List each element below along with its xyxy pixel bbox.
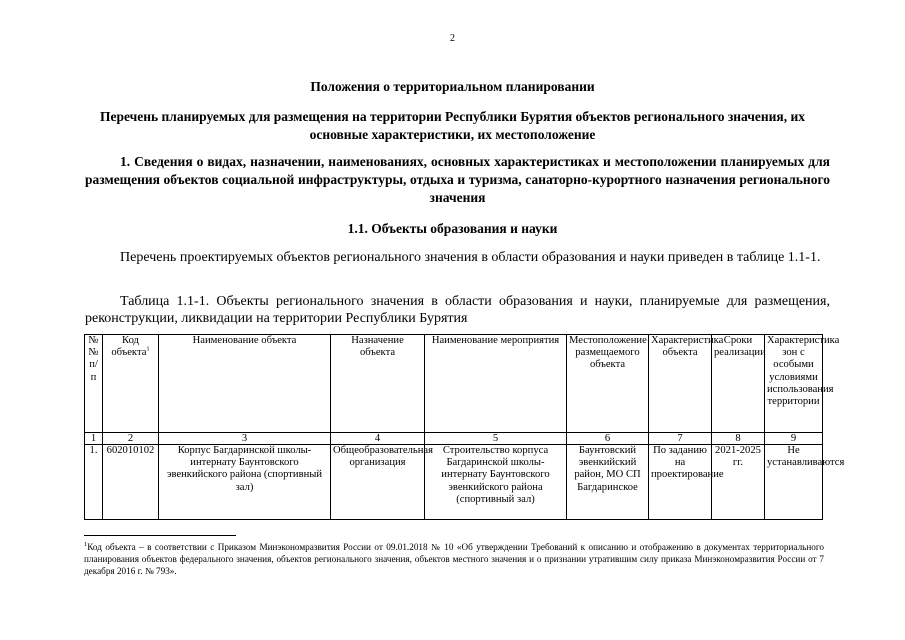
column-number-row (85, 433, 823, 445)
column-number: 1 (85, 433, 103, 445)
cell-characteristic: По заданию на проектирование (649, 445, 712, 520)
header-cell-code: Код объекта$^1$ (103, 335, 159, 433)
header-cell-characteristic: Характеристика объекта (649, 335, 712, 433)
header-cell-name: Наименование объекта (159, 335, 331, 433)
footnote-mark: 1 (84, 540, 88, 548)
column-number: 2 (103, 433, 159, 445)
heading-subsection: 1.1. Объекты образования и науки (347, 221, 558, 236)
column-number: 9 (765, 433, 823, 445)
column-number: 7 (649, 433, 712, 445)
heading-section: 1. Сведения о видах, назначении, наименованиях, основных характеристиках и местоположении планируемых для размещения объектов социальной инфраструктуры, отдыха и туризма, санаторно-курортного назначения регионального значения (85, 154, 830, 205)
footnote-text: Код объекта – в соответствии с Приказом Минэкономразвития России от 09.01.2018 № 10 «Об утверждении Требований к описанию и отображению в документах территориального планирования объектов федерального значения, объектов регионального значения, объектов местного значения и о признании утратившим силу приказа Минэкономразвития России от 7 декабря 2016 г. № 793». (84, 542, 824, 576)
column-number: 4 (331, 433, 425, 445)
column-number: 8 (712, 433, 765, 445)
heading-main: Положения о территориальном планировании (310, 79, 595, 94)
header-cell-location: Местоположение размещаемого объекта (567, 335, 649, 433)
header-cell-zones: Характеристика зон с особыми условиями использования территории (765, 335, 823, 433)
intro-paragraph: Перечень проектируемых объектов регионального значения в области образования и науки приведен в таблице 1.1-1. (120, 250, 821, 265)
cell-purpose: Общеобразовательная организация (331, 445, 425, 520)
cell-dates: 2021-2025 гг. (712, 445, 765, 520)
page-number: 2 (450, 33, 455, 44)
header-cell-activity: Наименование мероприятия (425, 335, 567, 433)
cell-activity: Строительство корпуса Багдаринской школы-интернату Баунтовского эвенкийского района (спортивный зал) (425, 445, 567, 520)
footnote-ref: 1 (146, 345, 150, 353)
cell-name: Корпус Багдаринской школы-интернату Баунтовского эвенкийского района (спортивный зал) (159, 445, 331, 520)
table-row (85, 445, 823, 520)
cell-code: 602010102 (103, 445, 159, 520)
footnote (84, 541, 824, 577)
cell-location: Баунтовский эвенкийский район, МО СП Багдаринское (567, 445, 649, 520)
heading-list: Перечень планируемых для размещения на территории Республики Бурятия объектов регионального значения, их основные характеристики, их местоположение (99, 109, 806, 142)
table-header-row (85, 335, 823, 433)
column-number: 6 (567, 433, 649, 445)
footnote-separator (84, 535, 236, 536)
column-number: 3 (159, 433, 331, 445)
column-number: 5 (425, 433, 567, 445)
objects-table (84, 334, 845, 520)
header-cell-purpose: Назначение объекта (331, 335, 425, 433)
header-cell-dates: Сроки реализации (712, 335, 765, 433)
cell-zones: Не устанавливаются (765, 445, 823, 520)
cell-number: 1. (85, 445, 103, 520)
table-caption: Таблица 1.1-1. Объекты регионального значения в области образования и науки, планируемые для размещения, реконструкции, ликвидации на территории Республики Бурятия (85, 294, 830, 326)
header-cell-number: № № п/п (85, 335, 103, 433)
